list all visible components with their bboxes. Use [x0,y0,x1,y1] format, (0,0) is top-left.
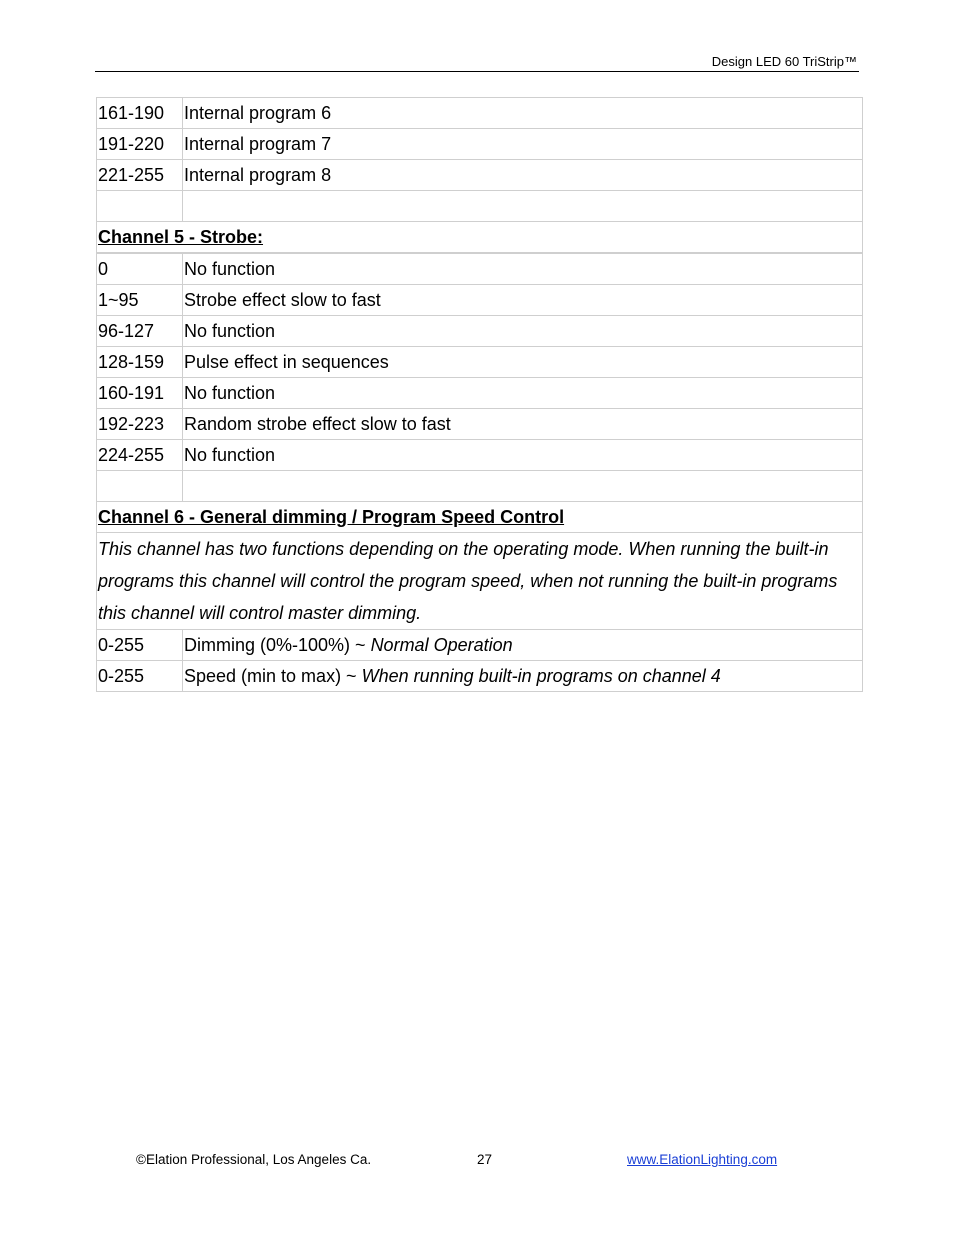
range-cell: 224-255 [97,440,183,471]
range-cell: 0-255 [97,630,183,661]
website-link[interactable]: www.ElationLighting.com [627,1152,778,1167]
range-cell: 0 [97,253,183,285]
function-cell: Pulse effect in sequences [183,347,863,378]
function-text: Speed (min to max) ~ [184,665,362,686]
empty-row [97,191,863,222]
function-cell: No function [183,440,863,471]
empty-cell [183,191,863,222]
range-cell: 160-191 [97,378,183,409]
channel5-heading: Channel 5 - Strobe: [97,222,863,254]
table-row [97,98,863,129]
empty-cell [97,191,183,222]
function-note: Normal Operation [370,634,513,655]
range-cell: 192-223 [97,409,183,440]
document-header-title: Design LED 60 TriStrip™ [711,54,857,69]
table-row [97,630,863,661]
channel6-heading: Channel 6 - General dimming / Program Speed Control [97,502,863,533]
table-row [97,347,863,378]
function-cell [183,630,863,661]
table-row [97,285,863,316]
range-cell: 96-127 [97,316,183,347]
table-row [97,160,863,191]
function-cell: No function [183,378,863,409]
dmx-channel-table [96,97,863,692]
function-cell: Random strobe effect slow to fast [183,409,863,440]
table-row [97,378,863,409]
range-cell: 221-255 [97,160,183,191]
channel6-description: This channel has two functions depending on the operating mode. When running the built-in programs this channel will control the program speed, when not running the built-in programs this channel will control master dimming. [97,533,863,630]
table-row [97,661,863,692]
header-divider [95,71,859,72]
channel6-heading-row [97,502,863,533]
function-cell: No function [183,316,863,347]
range-cell: 128-159 [97,347,183,378]
range-cell: 1~95 [97,285,183,316]
empty-cell [97,471,183,502]
empty-row [97,471,863,502]
function-note: When running built-in programs on channel 4 [361,665,721,686]
empty-cell [183,471,863,502]
function-text: Dimming (0%-100%) ~ [184,634,371,655]
function-cell: Internal program 8 [183,160,863,191]
range-cell: 0-255 [97,661,183,692]
channel6-description-row [97,533,863,630]
footer-copyright: ©Elation Professional, Los Angeles Ca. [136,1152,372,1167]
function-cell: Internal program 6 [183,98,863,129]
function-cell [183,661,863,692]
range-cell: 161-190 [97,98,183,129]
table-row [97,409,863,440]
function-cell: Internal program 7 [183,129,863,160]
function-cell: Strobe effect slow to fast [183,285,863,316]
table-row [97,129,863,160]
table-row [97,440,863,471]
page-number: 27 [477,1152,493,1167]
range-cell: 191-220 [97,129,183,160]
table-row [97,253,863,285]
function-cell: No function [183,253,863,285]
table-row [97,316,863,347]
channel5-heading-row [97,222,863,254]
